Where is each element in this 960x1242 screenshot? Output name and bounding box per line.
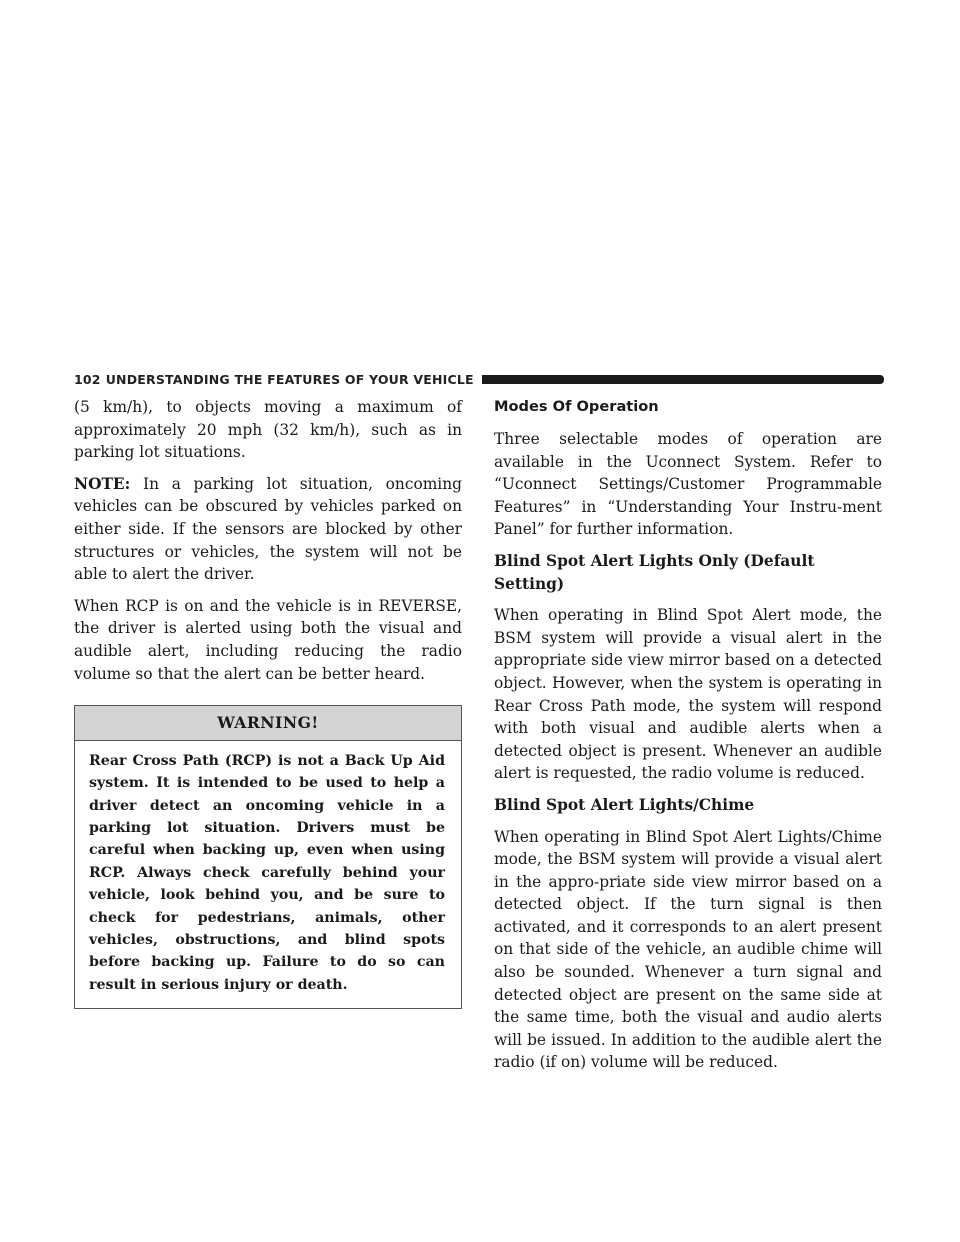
note-paragraph xyxy=(74,473,462,586)
mode2-paragraph: When operating in Blind Spot Alert Lights/Chime mode, the BSM system will provide a visual alert in the appro-priate side view mirror based on a detected object. If the turn signal is then activated, and it corresponds to an alert present on that side of the vehicle, an audible chime will also be sounded. Whenever a turn signal and detected object are present on the same side at the same time, both the visual and audio alerts will be issued. In addition to the audible alert the radio (if on) volume will be reduced. xyxy=(494,827,882,1072)
mode1-heading: Blind Spot Alert Lights Only (Default Setting) xyxy=(494,551,815,593)
reverse-alert-paragraph: When RCP is on and the vehicle is in REVERSE, the driver is alerted using both the visual and audible alert, including reducing the radio volume so that the alert can be better heard. xyxy=(74,596,462,683)
section-title: Modes Of Operation xyxy=(494,398,659,415)
mode1-paragraph: When operating in Blind Spot Alert mode, the BSM system will provide a visual alert in the appropriate side view mirror based on a detected object. However, when the system is operating in Rear Cross Path mode, the system will respond with both visual and audible alerts when a detected object is present. Whenever an audible alert is requested, the radio volume is reduced. xyxy=(494,606,882,783)
rcp-range-paragraph: (5 km/h), to objects moving a maximum of approximately 20 mph (32 km/h), such as in parking lot situations. xyxy=(74,398,462,462)
header-rule xyxy=(482,375,884,384)
warning-title: WARNING! xyxy=(75,706,461,741)
page-header xyxy=(74,369,884,389)
warning-box xyxy=(74,705,462,1009)
mode2-heading: Blind Spot Alert Lights/Chime xyxy=(494,795,755,814)
note-label: NOTE: xyxy=(74,474,131,493)
note-text: In a parking lot situation, oncoming vehicles can be obscured by vehicles parked on either side. If the sensors are blocked by other structures or vehicles, the system will not be able to alert the driver. xyxy=(74,474,462,584)
modes-intro-paragraph: Three selectable modes of operation are available in the Uconnect System. Refer to “Uconnect Settings/Customer Programmable Features” in “Understanding Your Instru-ment Panel” for further information. xyxy=(494,430,882,539)
page-number: 102 xyxy=(74,371,101,387)
warning-text: Rear Cross Path (RCP) is not a Back Up Aid system. It is intended to be used to help a driver detect an oncoming vehicle in a parking lot situation. Drivers must be careful when backing up, even when using RCP. Always check carefully behind your vehicle, look behind you, and be sure to check for pedestrians, animals, other vehicles, obstructions, and blind spots before backing up. Failure to do so can result in serious injury or death. xyxy=(89,752,445,993)
right-column xyxy=(494,396,882,1083)
left-column xyxy=(74,396,462,1009)
chapter-title: UNDERSTANDING THE FEATURES OF YOUR VEHICLE xyxy=(105,371,474,387)
